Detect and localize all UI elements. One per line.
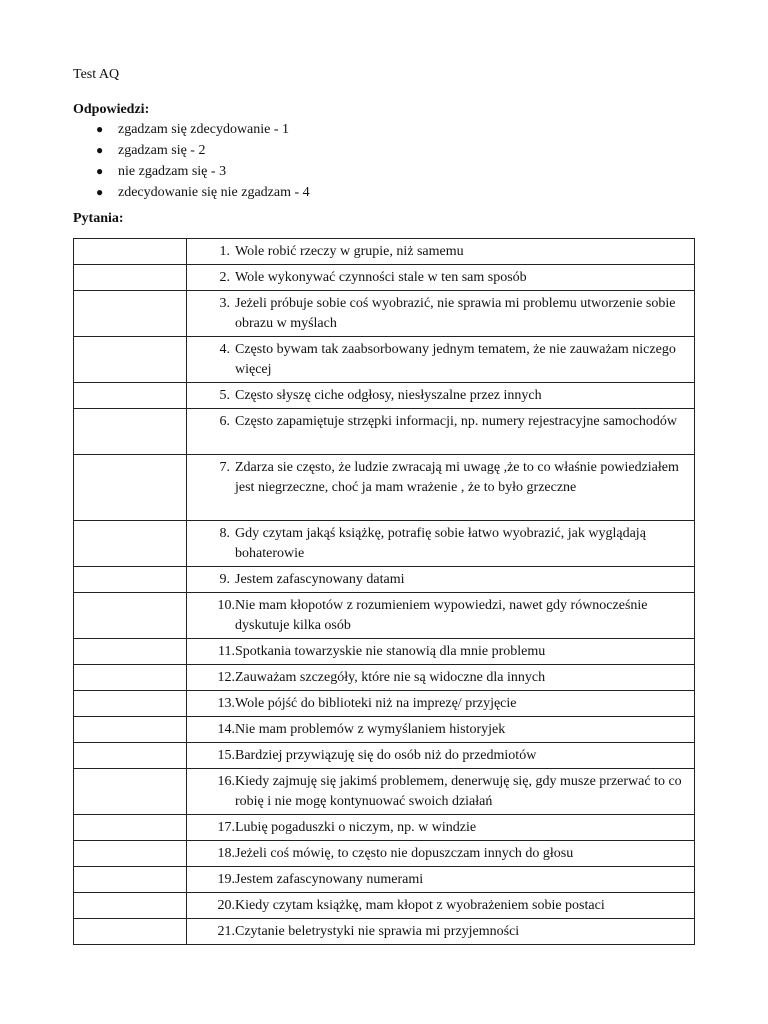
question-label: Często zapamiętuje strzępki informacji, np. numery rejestracyjne samochodów bbox=[235, 414, 678, 429]
question-number: 6. bbox=[219, 414, 230, 429]
answers-list bbox=[96, 119, 310, 203]
question-cell bbox=[187, 867, 695, 893]
question-label: Lubię pogaduszki o niczym, np. w windzie bbox=[235, 820, 477, 835]
question-text bbox=[187, 567, 694, 590]
table-row bbox=[74, 893, 695, 919]
question-text bbox=[187, 455, 694, 498]
answer-cell[interactable] bbox=[74, 743, 187, 769]
question-text bbox=[187, 665, 694, 688]
question-number: 10. bbox=[217, 598, 235, 613]
question-number: 4. bbox=[219, 342, 230, 357]
table-row bbox=[74, 265, 695, 291]
bullet-icon: ● bbox=[96, 164, 104, 178]
question-number: 5. bbox=[219, 388, 230, 403]
table-row bbox=[74, 409, 695, 455]
question-cell bbox=[187, 893, 695, 919]
question-label: Wole wykonywać czynności stale w ten sam sposób bbox=[235, 270, 527, 285]
answer-cell[interactable] bbox=[74, 593, 187, 639]
list-item bbox=[96, 182, 310, 203]
question-text bbox=[187, 919, 694, 942]
question-cell bbox=[187, 815, 695, 841]
answer-label: nie zgadzam się - 3 bbox=[118, 164, 227, 179]
question-label: Często słyszę ciche odgłosy, niesłyszalne przez innych bbox=[235, 388, 542, 403]
bullet-icon: ● bbox=[96, 185, 104, 199]
question-label: Nie mam problemów z wymyślaniem historyjek bbox=[235, 722, 506, 737]
table-row bbox=[74, 521, 695, 567]
answer-cell[interactable] bbox=[74, 717, 187, 743]
table-row bbox=[74, 291, 695, 337]
question-number: 21. bbox=[217, 924, 235, 939]
answer-cell[interactable] bbox=[74, 815, 187, 841]
answer-cell[interactable] bbox=[74, 691, 187, 717]
question-number: 8. bbox=[219, 526, 230, 541]
answer-cell[interactable] bbox=[74, 867, 187, 893]
answer-cell[interactable] bbox=[74, 769, 187, 815]
question-label: Jeżeli coś mówię, to często nie dopuszczam innych do głosu bbox=[235, 846, 574, 861]
question-text bbox=[187, 639, 694, 662]
answer-cell[interactable] bbox=[74, 919, 187, 945]
questions-heading: Pytania: bbox=[73, 211, 124, 226]
question-cell bbox=[187, 717, 695, 743]
table-row bbox=[74, 841, 695, 867]
table-row bbox=[74, 919, 695, 945]
question-cell bbox=[187, 265, 695, 291]
question-number: 20. bbox=[217, 898, 235, 913]
answer-label: zgadzam się zdecydowanie - 1 bbox=[118, 122, 290, 137]
question-label: Często bywam tak zaabsorbowany jednym tematem, że nie zauważam niczego więcej bbox=[235, 342, 676, 377]
table-row bbox=[74, 665, 695, 691]
list-item bbox=[96, 140, 310, 161]
question-label: Czytanie beletrystyki nie sprawia mi przyjemności bbox=[235, 924, 520, 939]
answer-cell[interactable] bbox=[74, 239, 187, 265]
question-label: Jeżeli próbuje sobie coś wyobrazić, nie sprawia mi problemu utworzenie sobie obrazu w myślach bbox=[235, 296, 676, 331]
table-row bbox=[74, 337, 695, 383]
question-number: 15. bbox=[217, 748, 235, 763]
question-cell bbox=[187, 521, 695, 567]
questions-table bbox=[73, 238, 695, 945]
question-text bbox=[187, 893, 694, 916]
table-row bbox=[74, 717, 695, 743]
question-number: 17. bbox=[217, 820, 235, 835]
question-number: 14. bbox=[217, 722, 235, 737]
question-text bbox=[187, 239, 694, 262]
question-label: Kiedy czytam książkę, mam kłopot z wyobrażeniem sobie postaci bbox=[235, 898, 605, 913]
question-number: 11. bbox=[218, 644, 235, 659]
answer-cell[interactable] bbox=[74, 337, 187, 383]
question-text bbox=[187, 593, 694, 636]
question-label: Wole robić rzeczy w grupie, niż samemu bbox=[235, 244, 464, 259]
question-number: 18. bbox=[217, 846, 235, 861]
answer-cell[interactable] bbox=[74, 521, 187, 567]
answer-cell[interactable] bbox=[74, 383, 187, 409]
table-row bbox=[74, 867, 695, 893]
list-item bbox=[96, 161, 310, 182]
answer-cell[interactable] bbox=[74, 893, 187, 919]
table-row bbox=[74, 567, 695, 593]
answer-cell[interactable] bbox=[74, 567, 187, 593]
answer-cell[interactable] bbox=[74, 291, 187, 337]
answer-cell[interactable] bbox=[74, 409, 187, 455]
question-number: 7. bbox=[219, 460, 230, 475]
question-number: 1. bbox=[219, 244, 230, 259]
question-cell bbox=[187, 919, 695, 945]
question-cell bbox=[187, 567, 695, 593]
question-cell bbox=[187, 841, 695, 867]
question-cell bbox=[187, 743, 695, 769]
answer-cell[interactable] bbox=[74, 265, 187, 291]
question-number: 19. bbox=[217, 872, 235, 887]
table-row bbox=[74, 593, 695, 639]
question-number: 9. bbox=[219, 572, 230, 587]
question-label: Kiedy zajmuję się jakimś problemem, denerwuję się, gdy musze przerwać to co robię i nie mogę kontynuować swoich działań bbox=[235, 774, 682, 809]
question-cell bbox=[187, 409, 695, 455]
document-title: Test AQ bbox=[73, 67, 120, 82]
question-cell bbox=[187, 639, 695, 665]
question-cell bbox=[187, 337, 695, 383]
list-item bbox=[96, 119, 310, 140]
question-label: Zauważam szczegóły, które nie są widoczne dla innych bbox=[235, 670, 546, 685]
question-text bbox=[187, 337, 694, 380]
question-text bbox=[187, 815, 694, 838]
question-label: Jestem zafascynowany numerami bbox=[235, 872, 424, 887]
question-number: 13. bbox=[217, 696, 235, 711]
answer-cell[interactable] bbox=[74, 665, 187, 691]
question-label: Spotkania towarzyskie nie stanowią dla mnie problemu bbox=[235, 644, 546, 659]
question-text bbox=[187, 409, 694, 432]
answer-label: zgadzam się - 2 bbox=[118, 143, 206, 158]
question-text bbox=[187, 383, 694, 406]
question-cell bbox=[187, 455, 695, 521]
question-number: 16. bbox=[217, 774, 235, 789]
answer-label: zdecydowanie się nie zgadzam - 4 bbox=[118, 185, 310, 200]
question-label: Zdarza sie często, że ludzie zwracają mi uwagę ,że to co właśnie powiedziałem jest niegrzeczne, choć ja mam wrażenie , że to było grzeczne bbox=[235, 460, 679, 495]
answer-cell[interactable] bbox=[74, 841, 187, 867]
bullet-icon: ● bbox=[96, 122, 104, 136]
question-label: Gdy czytam jakąś książkę, potrafię sobie łatwo wyobrazić, jak wyglądają bohaterowie bbox=[235, 526, 646, 561]
bullet-icon: ● bbox=[96, 143, 104, 157]
question-number: 2. bbox=[219, 270, 230, 285]
question-text bbox=[187, 743, 694, 766]
question-cell bbox=[187, 665, 695, 691]
answers-heading: Odpowiedzi: bbox=[73, 102, 150, 117]
table-row bbox=[74, 383, 695, 409]
question-text bbox=[187, 265, 694, 288]
question-label: Bardziej przywiązuję się do osób niż do przedmiotów bbox=[235, 748, 537, 763]
answer-cell[interactable] bbox=[74, 455, 187, 521]
table-row bbox=[74, 239, 695, 265]
question-text bbox=[187, 691, 694, 714]
question-cell bbox=[187, 291, 695, 337]
question-cell bbox=[187, 383, 695, 409]
question-cell bbox=[187, 691, 695, 717]
question-text bbox=[187, 841, 694, 864]
table-row bbox=[74, 691, 695, 717]
question-number: 3. bbox=[219, 296, 230, 311]
question-text bbox=[187, 717, 694, 740]
question-text bbox=[187, 521, 694, 564]
question-cell bbox=[187, 769, 695, 815]
table-row bbox=[74, 639, 695, 665]
question-number: 12. bbox=[217, 670, 235, 685]
question-label: Nie mam kłopotów z rozumieniem wypowiedzi, nawet gdy równocześnie dyskutuje kilka osób bbox=[235, 598, 648, 633]
question-text bbox=[187, 867, 694, 890]
question-cell bbox=[187, 593, 695, 639]
table-row bbox=[74, 769, 695, 815]
table-row bbox=[74, 455, 695, 521]
question-cell bbox=[187, 239, 695, 265]
question-label: Jestem zafascynowany datami bbox=[235, 572, 405, 587]
table-row bbox=[74, 815, 695, 841]
question-text bbox=[187, 769, 694, 812]
answer-cell[interactable] bbox=[74, 639, 187, 665]
table-row bbox=[74, 743, 695, 769]
question-label: Wole pójść do biblioteki niż na imprezę/ przyjęcie bbox=[235, 696, 517, 711]
question-text bbox=[187, 291, 694, 334]
